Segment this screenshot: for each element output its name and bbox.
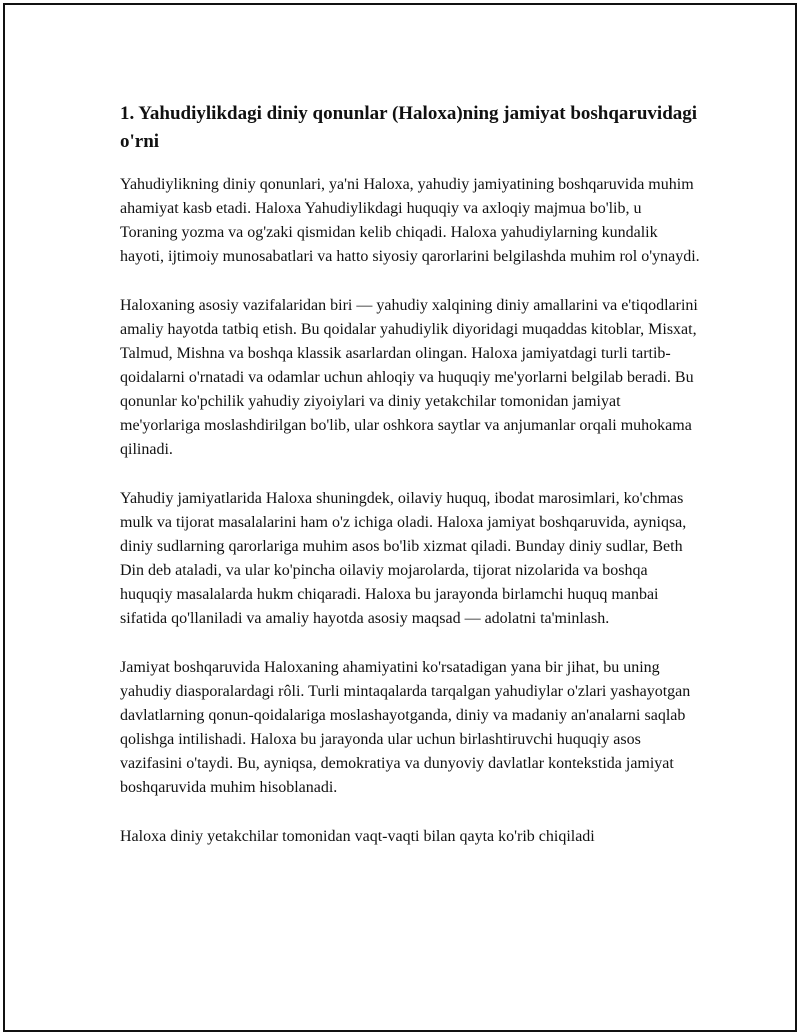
- paragraph-4: Jamiyat boshqaruvida Haloxaning ahamiyatini ko'rsatadigan yana bir jihat, bu uning yahudiy diasporalardagi rôli. Turli mintaqalarda tarqalgan yahudiylar o'zlari yashayotgan davlatlarning qonun-qoidalariga moslashayotganda, diniy va madaniy an'analarni saqlab qolishga intilishadi. Haloxa bu jarayonda ular uchun birlashtiruvchi huquqiy asos vazifasini o'taydi. Bu, ayniqsa, demokratiya va dunyoviy davlatlar kontekstida jamiyat boshqaruvida muhim hisoblanadi.: [120, 659, 691, 796]
- paragraph-3: Yahudiy jamiyatlarida Haloxa shuningdek, oilaviy huquq, ibodat marosimlari, ko'chmas mulk va tijorat masalalarini ham o'z ichiga oladi. Haloxa jamiyat boshqaruvida, ayniqsa, diniy sudlarning qarorlariga muhim asos bo'lib xizmat qiladi. Bunday diniy sudlar, Beth Din deb ataladi, va ular ko'pincha oilaviy mojarolarda, tijorat nizolarida va boshqa huquqiy masalalarda hukm chiqaradi. Haloxa bu jarayonda birlamchi huquq manbai sifatida qo'llaniladi va amaliy hayotda asosiy maqsad — adolatni ta'minlash.: [120, 490, 687, 627]
- page: [3, 3, 797, 1032]
- paragraph-5: Haloxa diniy yetakchilar tomonidan vaqt-vaqti bilan qayta ko'rib chiqiladi: [120, 828, 595, 845]
- paragraph-2: Haloxaning asosiy vazifalaridan biri — yahudiy xalqining diniy amallarini va e'tiqodlarini amaliy hayotda tatbiq etish. Bu qoidalar yahudiylik diyoridagi muqaddas kitoblar, Misxat, Talmud, Mishna va boshqa klassik asarlardan olingan. Haloxa jamiyatdagi turli tartib-qoidalarni o'rnatadi va odamlar uchun ahloqiy va huquqiy me'yorlarni belgilab beradi. Bu qonunlar ko'pchilik yahudiy ziyoiylari va diniy yetakchilar tomonidan jamiyat me'yorlariga moslashdirilgan bo'lib, ular oshkora saytlar va anjumanlar orqali muhokama qilinadi.: [120, 297, 698, 458]
- section-title: 1. Yahudiylikdagi diniy qonunlar (Haloxa)ning jamiyat boshqaruvidagi o'rni: [120, 103, 698, 152]
- paragraph-1: Yahudiylikning diniy qonunlari, ya'ni Haloxa, yahudiy jamiyatining boshqaruvida muhim ahamiyat kasb etadi. Haloxa Yahudiylikdagi huquqiy va axloqiy majmua bo'lib, u Toraning yozma va og'zaki qismidan kelib chiqadi. Haloxa yahudiylarning kundalik hayoti, ijtimoiy munosabatlari va hatto siyosiy qarorlarini belgilashda muhim rol o'ynaydi.: [120, 176, 700, 265]
- document-body: [120, 100, 700, 874]
